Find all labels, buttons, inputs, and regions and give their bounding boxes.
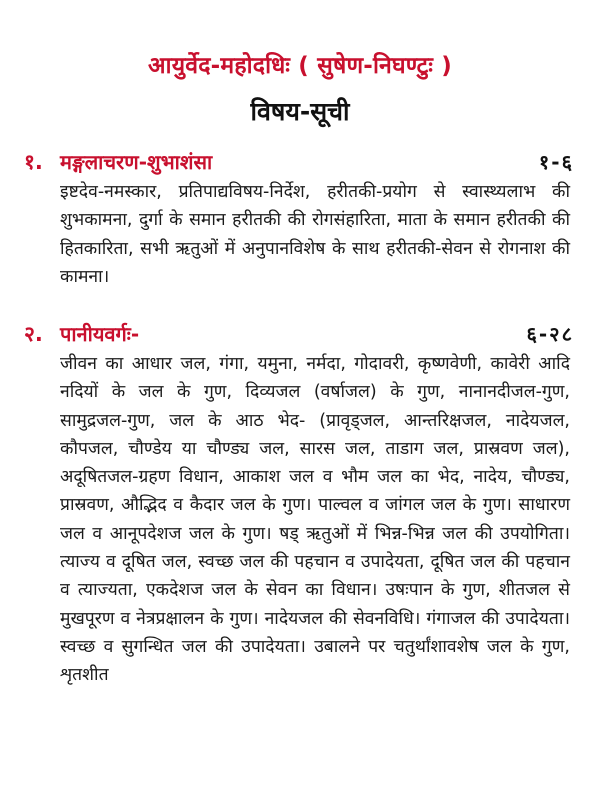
toc-entry-1-heading [0,148,600,178]
entry-title: मङ्गलाचरण-शुभाशंसा [60,150,213,174]
index-title: विषय-सूची [250,97,350,126]
entry-number: २. [24,322,43,346]
toc-entry-2-heading [0,320,600,350]
book-title: आयुर्वेद-महोदधिः ( सुषेण-निघण्टुः ) [148,53,452,79]
entry-title: पानीयवर्गः- [60,322,140,346]
entry-page-range: ६-२८ [526,322,574,346]
entry-page-range: १-६ [538,150,574,174]
entry-number: १. [24,150,43,174]
entry-2-description: जीवन का आधार जल, गंगा, यमुना, नर्मदा, गोदावरी, कृष्णवेणी, कावेरी आदि नदियों के जल के गुण, दिव्यजल (वर्षाजल) के गुण, नानानदीजल-गुण, सामुद्रजल-गुण, जल के आठ भेद- (प्रावृड्जल, आन्तरिक्षजल, नादेयजल, कौपजल, चौण्डेय या चौण्ड्य जल, सारस जल, ताडाग जल, प्रास्रवण जल), अदूषितजल-ग्रहण विधान, आकाश जल व भौम जल का भेद, नादेय, चौण्ड्य, प्रास्रवण, औद्भिद व कैदार जल के गुण। पाल्वल व जांगल जल के गुण। साधारण जल व आनूपदेशज जल के गुण। षड् ऋतुओं में भिन्न-भिन्न जल की उपयोगिता। त्याज्य व दूषित जल, स्वच्छ जल की पहचान व उपादेयता, दूषित जल की पहचान व त्याज्यता, एकदेशज जल के सेवन का विधान। उषःपान के गुण, शीतजल से मुखपूरण व नेत्रप्रक्षालन के गुण। नादेयजल की सेवनविधि। गंगाजल की उपादेयता। स्वच्छ व सुगन्धित जल की उपादेयता। उबालने पर चतुर्थांशावशेष जल के गुण, शृतशीत [60,354,570,686]
entry-1-description: इष्टदेव-नमस्कार, प्रतिपाद्यविषय-निर्देश, हरीतकी-प्रयोग से स्वास्थ्यलाभ की शुभकामना, दुर्गा के समान हरीतकी की रोगसंहारिता, माता के समान हरीतकी की हितकारिता, सभी ऋतुओं में अनुपानविशेष के साथ हरीतकी-सेवन से रोगनाश की कामना। [60,182,570,287]
